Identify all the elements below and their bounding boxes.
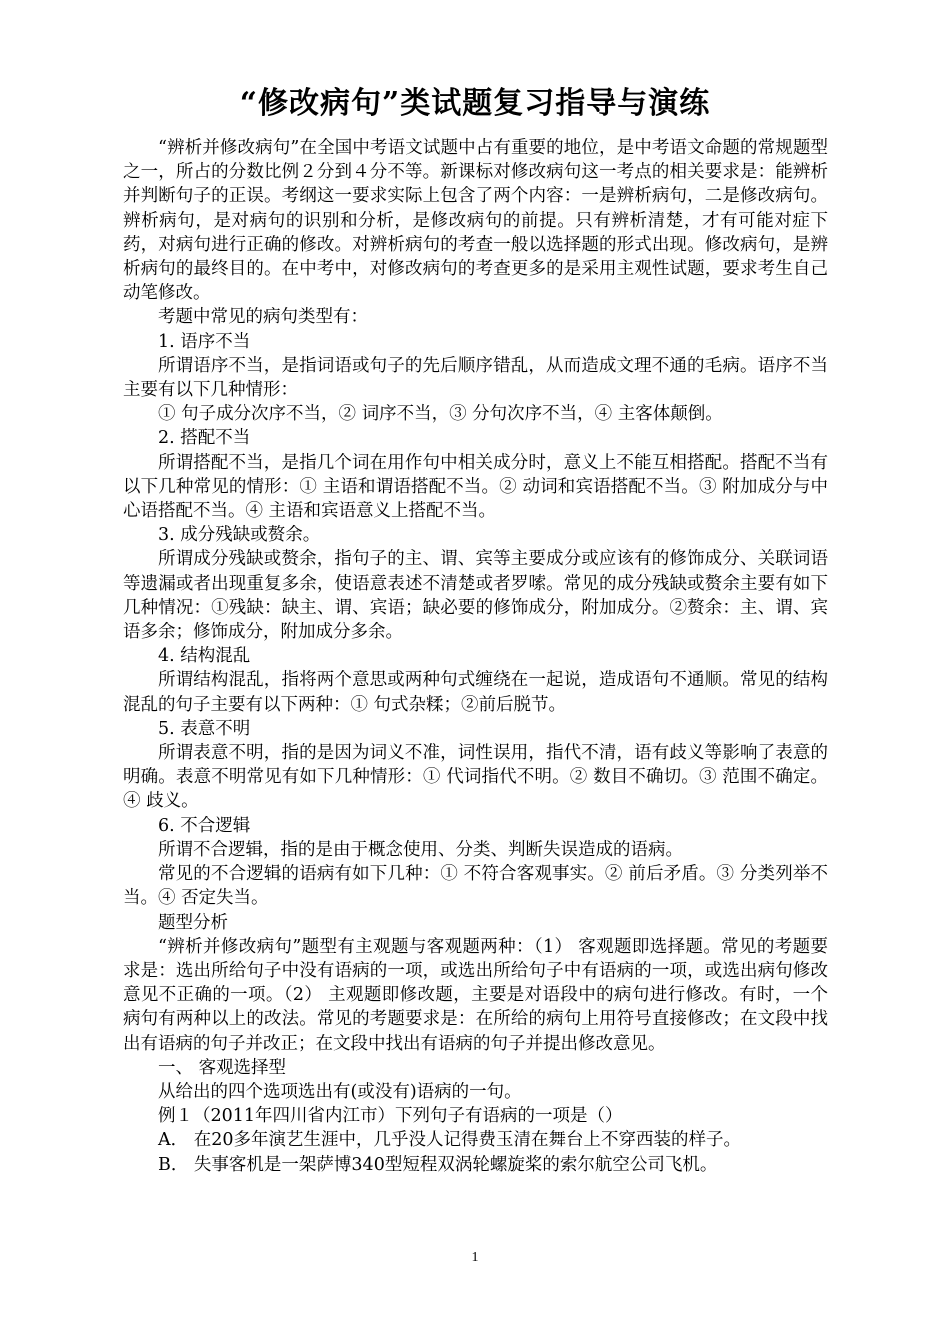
example-option-a: A． 在20多年演艺生涯中，几乎没人记得费玉清在舞台上不穿西装的样子。 bbox=[158, 1130, 741, 1151]
heading-collocation: 2. 搭配不当 bbox=[158, 428, 251, 449]
paragraph-types-intro: 考题中常见的病句类型有： bbox=[158, 307, 368, 328]
heading-unclear: 5. 表意不明 bbox=[158, 718, 251, 739]
list-word-order: ① 句子成分次序不当，② 词序不当，③ 分句次序不当，④ 主客体颠倒。 bbox=[158, 404, 723, 425]
heading-logic: 6. 不合逻辑 bbox=[158, 815, 251, 836]
paragraph-missing-redundant: 所谓成分残缺或赘余，指句子的主、谓、宾等主要成分或应该有的修饰成分、关联词语等遗漏或者出现重复多余，使语意表述不清楚或者罗嗦。常见的成分残缺或赘余主要有如下几种情况：①残缺：缺主、谓、宾语；缺必要的修饰成分，附加成分。②赘余：主、谓、宾语多余；修饰成分，附加成分多余。 bbox=[123, 549, 828, 643]
paragraph-unclear: 所谓表意不明，指的是因为词义不准，词性误用，指代不清，语有歧义等影响了表意的明确。表意不明常见有如下几种情形：① 代词指代不明。② 数目不确切。③ 范围不确定。④ 歧义。 bbox=[123, 743, 828, 812]
example-option-b: B． 失事客机是一架萨博340型短程双涡轮螺旋桨的索尔航空公司飞机。 bbox=[158, 1154, 718, 1175]
heading-missing-redundant: 3. 成分残缺或赘余。 bbox=[158, 525, 321, 546]
document-body bbox=[123, 136, 828, 1177]
heading-structure: 4. 结构混乱 bbox=[158, 646, 251, 667]
paragraph-logic: 所谓不合逻辑，指的是由于概念使用、分类、判断失误造成的语病。 bbox=[158, 839, 683, 860]
paragraph-objective: 从给出的四个选项选出有(或没有)语病的一句。 bbox=[158, 1081, 522, 1102]
heading-word-order: 1. 语序不当 bbox=[158, 331, 251, 352]
paragraph-word-order: 所谓语序不当，是指词语或句子的先后顺序错乱，从而造成文理不通的毛病。语序不当主要有以下几种情形： bbox=[123, 355, 828, 401]
paragraph-structure: 所谓结构混乱，指将两个意思或两种句式缠绕在一起说，造成语句不通顺。常见的结构混乱的句子主要有以下两种：① 句式杂糅；②前后脱节。 bbox=[123, 670, 828, 715]
example-question: 例１（2011年四川省内江市）下列句子有语病的一项是（） bbox=[158, 1106, 623, 1127]
paragraph-analysis: “辨析并修改病句”题型有主观题与客观题两种：（1） 客观题即选择题。常见的考题要求是：选出所给句子中没有语病的一项，或选出所给句子中有语病的一项，或选出病句修改意见不正确的一项。（2） 主观题即修改题，主要是对语段中的病句进行修改。有时，一个病句有两种以上的改法。常见的考题要求是：在所给的病句上用符号直接修改；在文段中找出有语病的句子并改正；在文段中找出有语病的句子并提出修改意见。 bbox=[123, 936, 828, 1054]
document-title: “修改病句”类试题复习指导与演练 bbox=[239, 86, 711, 121]
paragraph-intro: “辨析并修改病句”在全国中考语文试题中占有重要的地位，是中考语文命题的常规题型之一，所占的分数比例２分到４分不等。新课标对修改病句这一考点的相关要求是：能辨析并判断句子的正误。考纲这一要求实际上包含了两个内容：一是辨析病句，二是修改病句。辨析病句，是对病句的识别和分析，是修改病句的前提。只有辨析清楚，才有可能对症下药，对病句进行正确的修改。对辨析病句的考查一般以选择题的形式出现。修改病句，是辨析病句的最终目的。在中考中，对修改病句的考查更多的是采用主观性试题，要求考生自己动笔修改。 bbox=[123, 138, 828, 304]
heading-analysis: 题型分析 bbox=[158, 912, 228, 933]
heading-objective: 一、 客观选择型 bbox=[158, 1057, 287, 1078]
paragraph-collocation: 所谓搭配不当，是指几个词在用作句中相关成分时，意义上不能互相搭配。搭配不当有以下几种常见的情形：① 主语和谓语搭配不当。② 动词和宾语搭配不当。③ 附加成分与中心语搭配不当。④ 主语和宾语意义上搭配不当。 bbox=[123, 452, 828, 522]
page-number: 1 bbox=[471, 1250, 479, 1265]
paragraph-logic-types: 常见的不合逻辑的语病有如下几种：① 不符合客观事实。② 前后矛盾。③ 分类列举不当。④ 否定失当。 bbox=[123, 864, 828, 909]
